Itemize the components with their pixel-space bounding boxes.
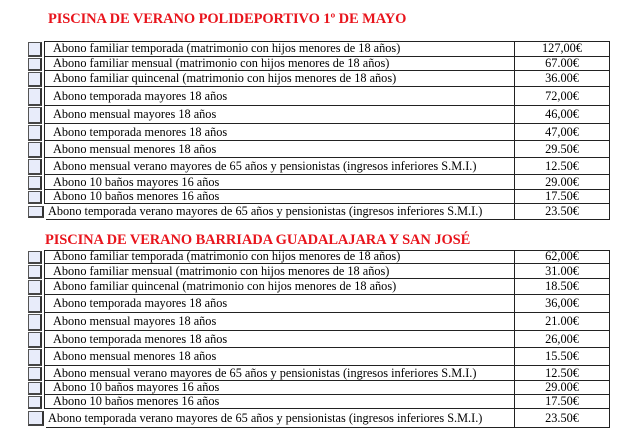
checkbox[interactable] [28, 107, 42, 124]
item-label: Abono mensual verano mayores de 65 años y pensionistas (ingresos inferiores S.M.I.) [44, 366, 514, 381]
item-label: Abono temporada menores 18 años [44, 331, 514, 348]
checkbox[interactable] [28, 176, 42, 190]
item-price: 29.50€ [514, 141, 610, 158]
item-price: 17.50€ [514, 190, 610, 204]
item-price: 23.50€ [514, 409, 610, 428]
checkbox[interactable] [28, 142, 42, 158]
item-price: 36,00€ [514, 295, 610, 313]
table-row [0, 250, 643, 264]
item-price: 127,00€ [514, 41, 610, 57]
checkbox[interactable] [28, 72, 42, 87]
table-row [0, 158, 643, 175]
table-row [0, 381, 643, 395]
checkbox[interactable] [28, 191, 42, 204]
table-row [0, 366, 643, 381]
table-row [0, 395, 643, 409]
checkbox[interactable] [28, 251, 42, 264]
item-label: Abono temporada verano mayores de 65 años y pensionistas (ingresos inferiores S.M.I.) [46, 204, 514, 220]
checkbox[interactable] [28, 382, 42, 395]
item-price: 29.00€ [514, 175, 610, 190]
table-row [0, 331, 643, 348]
checkbox[interactable] [28, 280, 42, 295]
item-price: 36.00€ [514, 71, 610, 87]
item-price: 15.50€ [514, 348, 610, 366]
item-price: 17.50€ [514, 395, 610, 409]
item-label: Abono temporada verano mayores de 65 años y pensionistas (ingresos inferiores S.M.I.) [46, 409, 514, 428]
table-row [0, 409, 643, 428]
table-row [0, 124, 643, 141]
item-label: Abono temporada mayores 18 años [44, 295, 514, 313]
checkbox[interactable] [28, 396, 42, 409]
item-price: 47,00€ [514, 124, 610, 141]
table-row [0, 57, 643, 71]
item-label: Abono familiar mensual (matrimonio con hijos menores de 18 años) [44, 57, 514, 71]
table-row [0, 106, 643, 124]
checkbox[interactable] [28, 42, 42, 57]
item-price: 21.00€ [514, 313, 610, 331]
item-label: Abono 10 baños menores 16 años [44, 395, 514, 409]
item-label: Abono 10 baños mayores 16 años [44, 381, 514, 395]
table-row [0, 141, 643, 158]
item-label: Abono temporada mayores 18 años [44, 87, 514, 106]
checkbox[interactable] [28, 265, 42, 279]
checkbox[interactable] [28, 125, 42, 141]
item-label: Abono 10 baños menores 16 años [44, 190, 514, 204]
item-price: 23.50€ [514, 204, 610, 220]
table-row [0, 41, 643, 57]
table-row [0, 348, 643, 366]
checkbox[interactable] [28, 206, 44, 218]
checkbox[interactable] [28, 411, 44, 426]
checkbox[interactable] [28, 332, 42, 348]
item-label: Abono familiar quincenal (matrimonio con hijos menores de 18 años) [44, 71, 514, 87]
item-label: Abono mensual menores 18 años [44, 348, 514, 366]
item-label: Abono 10 baños mayores 16 años [44, 175, 514, 190]
table-row [0, 313, 643, 331]
table-row [0, 190, 643, 204]
checkbox[interactable] [28, 296, 42, 313]
table-row [0, 175, 643, 190]
checkbox[interactable] [28, 314, 42, 331]
item-price: 26,00€ [514, 331, 610, 348]
table-row [0, 204, 643, 220]
item-label: Abono temporada menores 18 años [44, 124, 514, 141]
item-label: Abono mensual mayores 18 años [44, 313, 514, 331]
section-title-polideportivo: PISCINA DE VERANO POLIDEPORTIVO 1º DE MAYO [48, 11, 407, 27]
item-label: Abono familiar temporada (matrimonio con hijos menores de 18 años) [44, 250, 514, 264]
table-row [0, 264, 643, 279]
item-label: Abono mensual menores 18 años [44, 141, 514, 158]
item-label: Abono familiar quincenal (matrimonio con hijos menores de 18 años) [44, 279, 514, 295]
item-label: Abono familiar temporada (matrimonio con hijos menores de 18 años) [44, 41, 514, 57]
item-price: 29.00€ [514, 381, 610, 395]
table-row [0, 295, 643, 313]
item-label: Abono mensual verano mayores de 65 años y pensionistas (ingresos inferiores S.M.I.) [44, 158, 514, 175]
item-price: 18.50€ [514, 279, 610, 295]
checkbox[interactable] [28, 159, 42, 175]
item-price: 12.50€ [514, 366, 610, 381]
item-price: 72,00€ [514, 87, 610, 106]
item-price: 46,00€ [514, 106, 610, 124]
item-price: 67.00€ [514, 57, 610, 71]
checkbox[interactable] [28, 349, 42, 366]
checkbox[interactable] [28, 367, 42, 381]
item-price: 12.50€ [514, 158, 610, 175]
table-row [0, 279, 643, 295]
table-row [0, 71, 643, 87]
item-price: 62,00€ [514, 250, 610, 264]
checkbox[interactable] [28, 58, 42, 71]
section-title-guadalajara: PISCINA DE VERANO BARRIADA GUADALAJARA Y SAN JOSÉ [45, 232, 471, 248]
checkbox[interactable] [28, 88, 42, 106]
item-price: 31.00€ [514, 264, 610, 279]
item-label: Abono mensual mayores 18 años [44, 106, 514, 124]
table-row [0, 87, 643, 106]
item-label: Abono familiar mensual (matrimonio con hijos menores de 18 años) [44, 264, 514, 279]
